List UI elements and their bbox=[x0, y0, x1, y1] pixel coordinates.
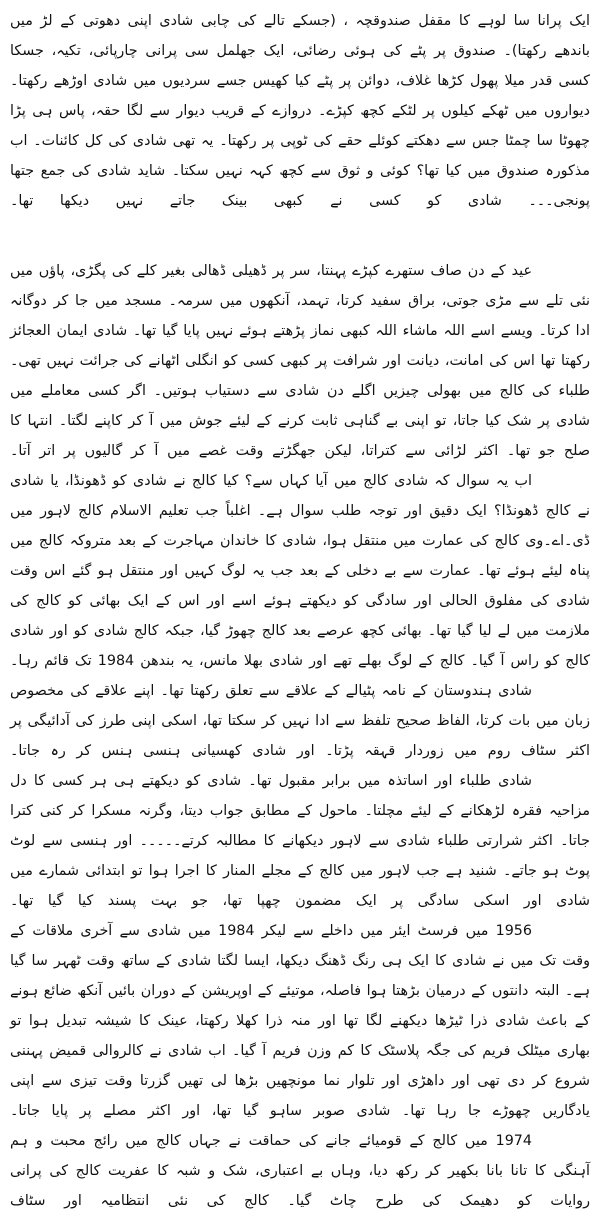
paragraph-2: عید کے دن صاف ستھرے کپڑے پہنتا، سر پر ڈھیلی ڈھالی بغیر کلے کی پگڑی، پاؤں میں نئی تلے سے مڑی جوتی، براق سفید کرتا، تہمد، آنکھوں میں سرمہ۔ مسجد میں جا کر دوگانہ ادا کرتا۔ ویسے اسے اللہ ماشاء اللہ کبھی نماز پڑھتے ہوئے نہیں پایا گیا تھا۔ شادی ایمان العجائز رکھتا تھا اس کی امانت، دیانت اور شرافت پر کبھی کسی کو انگلی اٹھانے کی جرائت نہیں تھی۔ طلباء کی کالج میں بھولی چیزیں اگلے دن شادی سے دستیاب ہوتیں۔ اگر کسی معاملے میں شادی پر شک کیا جاتا، تو اپنی بے گناہی ثابت کرنے کے لیئے جوش میں آ کر کاپنے لگتا۔ انتہا کا صلح جو تھا۔ اکثر لڑائی سے کتراتا، لیکن جھگڑتے وقت غصے میں آ کر گالیوں پر اتر آتا۔ bbox=[10, 263, 590, 459]
paragraph-5: شادی طلباء اور اساتذہ میں برابر مقبول تھا۔ شادی کو دیکھتے ہی ہر کسی کا دل مزاحیہ فقرہ لڑھکانے کے لیئے مچلتا۔ ماحول کے مطابق جواب دیتا، وگرنہ مسکرا کر کنی کترا جاتا۔ اکثر شرارتی طلباء شادی سے لاہور دیکھانے کا مطالبہ کرتے۔۔۔۔۔ اور ہنسی سے لوٹ پوٹ ہو جاتے۔ شنید ہے جب لاہور میں کالج کے مجلے المنار کا اجرا ہوا تو ابتدائی شمارے میں شادی اور اسکی سادگی پر ایک مضمون چھپا تھا، جو بہت پسند کیا گیا تھا۔ bbox=[10, 773, 590, 909]
paragraph-1: ایک پرانا سا لوہے کا مقفل صندوقچہ ، (جسکے تالے کی چابی شادی اپنی دھوتی کے لڑ میں باندھے رکھتا)۔ صندوق پر پٹے کی ہوئی رضائی، ایک جھلمل سی پرانی چارپائی، تکیہ، جسکا کسی قدر میلا پھول کڑھا غلاف، دوائن پر پٹے کیا کھیس جسے سردیوں میں شادی اوڑھے رکھتا۔ دیواروں میں ٹھکے کیلوں پر لٹکے کچھ کپڑے۔ دروازے کے قریب دیوار سے لگا حقہ، پاس ہی پڑا چھوٹا سا چمٹا جس سے دھکتے کوئلے حقے کی ٹوپی پر رکھتا۔ یہ تھی شادی کی کل کائنات۔ اب مذکورہ صندوق میں کیا تھا؟ کوئی و ثوق سے کچھ کہہ نہیں سکتا۔ شاید شادی کی جمع جتھا پونجی۔۔۔ شادی کو کسی نے کبھی بینک جاتے نہیں دیکھا تھا۔ bbox=[10, 13, 590, 209]
paragraph-3: اب یہ سوال کہ شادی کالج میں آیا کہاں سے؟ کیا کالج نے شادی کو ڈھونڈا، یا شادی نے کالج ڈھونڈا؟ ایک دقیق اور توجہ طلب سوال ہے۔ اغلباً جب تعلیم الاسلام کالج لاہور میں ڈی۔اے۔وی کالج کی عمارت میں منتقل ہوا، شادی کا خاندان مہاجرت کے بعد متروکہ کالج میں پناہ لیئے ہوئے تھا۔ عمارت سے بے دخلی کے بعد جب یہ لوگ کہیں اور منتقل ہو گئے اس وقت شادی کی مفلوق الحالی اور سادگی کو دیکھتے ہوئے اسے اور اس کے ایک بھائی کو کالج کی ملازمت میں لے لیا گیا تھا۔ بھائی کچھ عرصے بعد کالج چھوڑ گیا، جبکہ کالج شادی کو اور شادی کالج کو راس آ گیا۔ کالج کے لوگ بھلے تھے اور شادی بھلا مانس، یہ بندھن 1984 تک قائم رہا۔ bbox=[10, 473, 591, 669]
paragraph-6: 1956 میں فرسٹ ایئر میں داخلے سے لیکر 1984 میں شادی سے آخری ملاقات کے وقت تک میں نے شادی کا ایک ہی رنگ ڈھنگ دیکھا، ایسا لگتا شادی کے ساتھ وقت ٹھہر سا گیا ہے۔ البتہ دانتوں کے درمیان بڑھتا ہوا فاصلہ، موتیئے کے اوپریشن کے دوران بائیں آنکھ ضائع ہونے کے باعث شادی ذرا ٹیڑھا دیکھنے لگا تھا اور منہ ذرا کھلا رکھتا، عینک کا شیشہ تبدیل ہوا تو بھاری میٹلک فریم کی جگہ پلاسٹک کا کم وزن فریم آ گیا۔ اب شادی نے کالروالی قمیض پہننی شروع کر دی تھی اور داھڑی اور تلوار نما مونچھیں بڑھا لی تھیں گزرتا وقت تیزی سے اپنی یادگاریں چھوڑے جا رہا تھا۔ شادی صوبر ساہو گیا تھا، اور اکثر مصلے پر پایا جاتا۔ bbox=[10, 923, 590, 1119]
paragraph-4: شادی ہندوستان کے نامہ پٹیالے کے علاقے سے تعلق رکھتا تھا۔ اپنے علاقے کی مخصوص زبان میں بات کرتا، الفاظ صحیح تلفظ سے ادا نہیں کر سکتا تھا، اسکی اپنی طرز کی آدائیگی پر اکثر سٹاف روم میں زوردار قہقہ پڑتا۔ اور شادی کھسیانی ہنسی ہنس کر رہ جاتا۔ bbox=[10, 683, 590, 759]
paragraph-7: 1974 میں کالج کے قومیائے جانے کی حماقت نے جہاں کالج میں رائج محبت و ہم آہنگی کا تانا بانا بکھیر کر رکھ دیا، وہاں بے اعتباری، شک و شبہ کا عفریت کالج کی پرانی روایات کو دھیمک کی طرح چاٹ گیا۔ کالج کی نئی انتظامیہ اور سٹاف bbox=[10, 1133, 590, 1209]
paragraph-spacer bbox=[10, 216, 590, 256]
